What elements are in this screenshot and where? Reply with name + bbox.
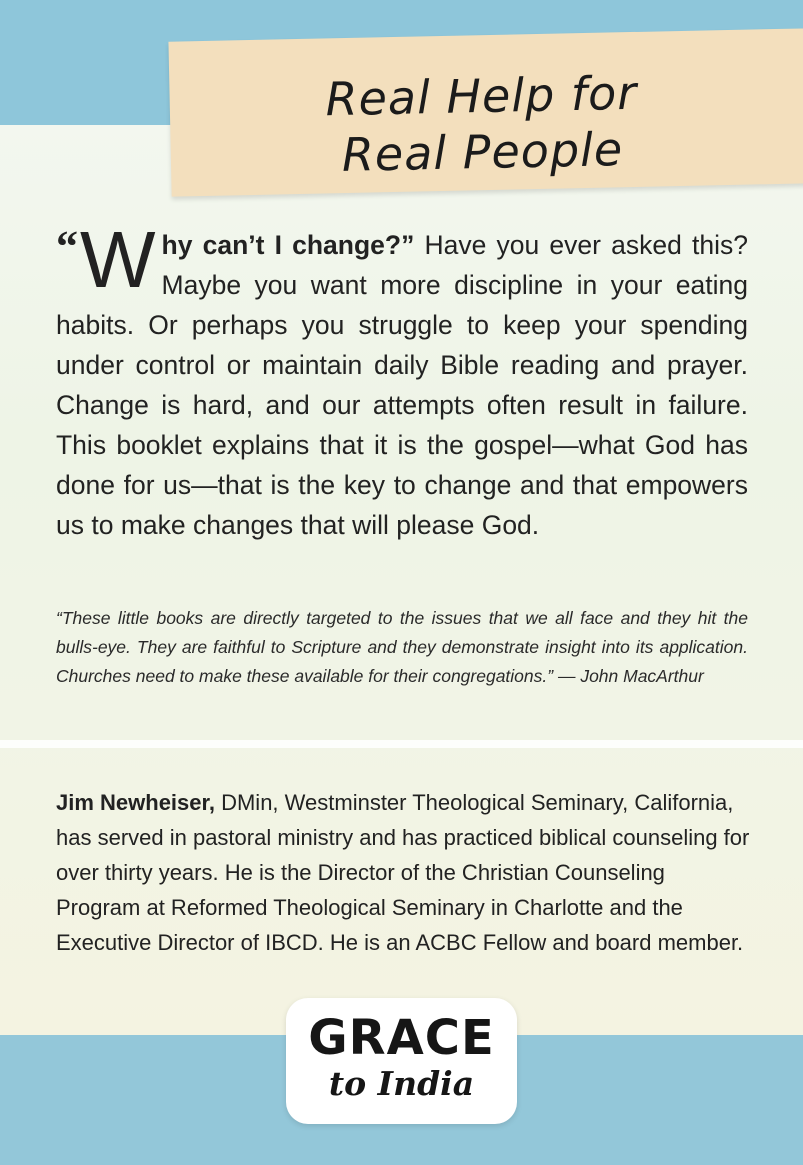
- open-quote-mark: “: [56, 222, 78, 271]
- section-divider: [0, 740, 803, 748]
- description-body: Have you ever asked this? Maybe you want more discipline in your eating habits. Or perhaps you struggle to keep your spending under control or maintain daily Bible reading and prayer. Change is hard, and our attempts often result in failure. This booklet explains that it is the gospel—what God has done for us—that is the key to change and that empowers us to make changes that will please God.: [56, 230, 748, 540]
- logo-wordmark-to-india: to India: [328, 1064, 475, 1103]
- author-bio-text: DMin, Westminster Theological Seminary, California, has served in pastoral ministry and has practiced biblical counseling for over thirty years. He is the Director of the Christian Counseling Program at Reformed Theological Seminary in Charlotte and the Executive Director of IBCD. He is an ACBC Fellow and board member.: [56, 790, 750, 955]
- lead-question: hy can’t I change?”: [161, 230, 415, 260]
- title-line-1: Real Help for: [324, 65, 638, 127]
- author-name: Jim Newheiser,: [56, 790, 215, 815]
- logo-wordmark-grace: GRACE: [308, 1010, 495, 1066]
- drop-cap: W: [80, 215, 156, 304]
- page-title: [231, 63, 733, 193]
- endorsement-quote: “These little books are directly targeted to the issues that we all face and they hit the bulls-eye. They are faithful to Scripture and they demonstrate insight into its application. Churches need to make these available for their congregations.” — John MacArthur: [56, 608, 748, 686]
- publisher-logo: [286, 998, 517, 1124]
- title-line-2: Real People: [341, 122, 624, 182]
- book-description: [56, 215, 748, 545]
- author-bio: [56, 785, 752, 960]
